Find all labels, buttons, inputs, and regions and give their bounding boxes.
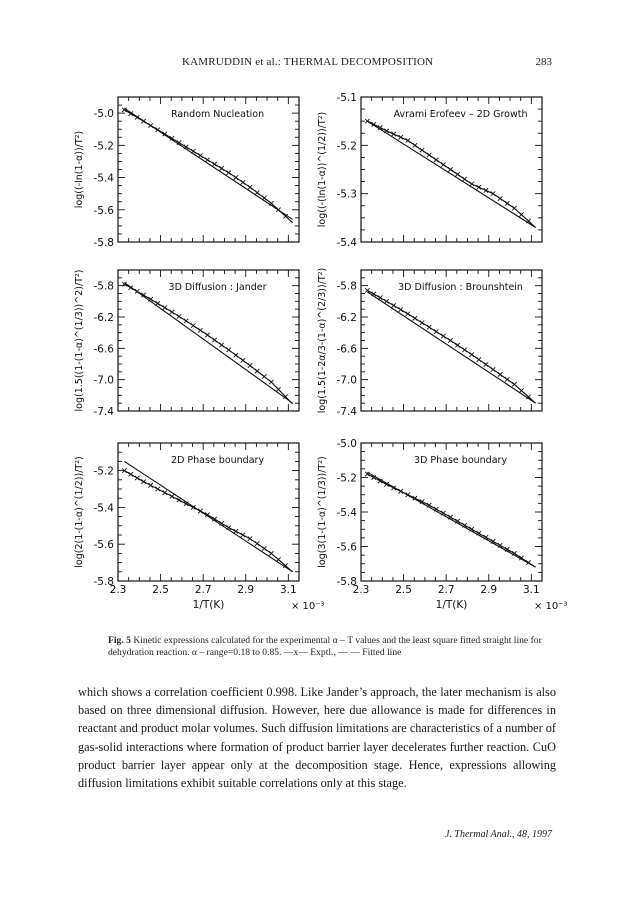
- expt-point-marker: [441, 162, 445, 166]
- x-axis-label: 1/T(K): [192, 599, 225, 611]
- expt-point-marker: [255, 190, 259, 194]
- expt-point-marker: [241, 180, 245, 184]
- y-tick-label: -5.2: [336, 140, 357, 153]
- journal-footer: J. Thermal Anal., 48, 1997: [444, 829, 552, 840]
- running-title: KAMRUDDIN et al.: THERMAL DECOMPOSITION: [182, 56, 434, 68]
- x-tick-label: 2.5: [152, 584, 169, 596]
- y-tick-label: -5.8: [336, 576, 357, 588]
- expt-point-marker: [505, 201, 509, 205]
- expt-point-marker: [135, 289, 139, 293]
- y-tick-label: -7.0: [336, 374, 357, 387]
- y-tick-label: -5.2: [336, 472, 357, 485]
- expt-point-marker: [462, 177, 466, 181]
- expt-point-marker: [391, 132, 395, 136]
- expt-point-marker: [227, 348, 231, 352]
- expt-point-marker: [198, 153, 202, 157]
- expt-point-marker: [248, 363, 252, 367]
- expt-point-marker: [406, 312, 410, 316]
- expt-point-marker: [205, 158, 209, 162]
- y-tick-label: -5.6: [93, 539, 114, 552]
- expt-point-marker: [470, 182, 474, 186]
- y-tick-label: -5.8: [93, 237, 114, 249]
- expt-point-marker: [135, 476, 139, 480]
- y-tick-label: -5.4: [336, 507, 357, 519]
- x-tick-label: 2.5: [395, 584, 412, 596]
- expt-point-marker: [365, 288, 369, 292]
- expt-point-marker: [129, 472, 133, 476]
- y-tick-label: -6.6: [93, 343, 114, 356]
- expt-point-marker: [391, 303, 395, 307]
- expt-point-marker: [212, 162, 216, 166]
- chart-title: Avrami Erofeev – 2D Growth: [393, 109, 528, 120]
- x-tick-label: 2.3: [352, 584, 370, 596]
- x-tick-label: 2.9: [480, 584, 498, 596]
- expt-line: [124, 284, 292, 404]
- x-axis-label: 1/T(K): [435, 599, 468, 611]
- expt-point-marker: [141, 479, 145, 483]
- y-tick-label: -5.4: [336, 237, 357, 249]
- expt-point-marker: [378, 295, 382, 299]
- y-tick-label: -6.2: [93, 312, 114, 324]
- y-tick-label: -5.6: [336, 541, 357, 554]
- y-tick-label: -5.2: [93, 140, 114, 153]
- y-axis-label: log(3(1-(1-α)^(1/3))/T²): [317, 456, 328, 568]
- expt-point-marker: [420, 321, 424, 325]
- chart-panel-2: [317, 92, 542, 249]
- x-tick-label: 2.3: [109, 584, 127, 596]
- expt-point-marker: [455, 343, 459, 347]
- y-axis-label: log(1.5((1-(1-α)^(1/3))^2)/T²): [74, 269, 85, 412]
- x-tick-label: 2.7: [194, 584, 212, 596]
- y-tick-label: -6.6: [336, 343, 357, 356]
- expt-point-marker: [191, 323, 195, 327]
- chart-title: Random Nucleation: [170, 109, 265, 120]
- expt-point-marker: [184, 319, 188, 323]
- expt-point-marker: [399, 307, 403, 311]
- expt-point-marker: [448, 338, 452, 342]
- expt-point-marker: [234, 175, 238, 179]
- fitted-line: [124, 461, 292, 571]
- expt-point-marker: [170, 310, 174, 314]
- expt-point-marker: [177, 314, 181, 318]
- expt-point-marker: [384, 299, 388, 303]
- expt-point-marker: [276, 557, 280, 561]
- y-tick-label: -5.8: [336, 280, 357, 293]
- expt-point-marker: [455, 172, 459, 176]
- expt-point-marker: [198, 328, 202, 332]
- expt-point-marker: [399, 135, 403, 139]
- expt-point-marker: [191, 149, 195, 153]
- y-tick-label: -5.2: [93, 465, 114, 478]
- expt-point-marker: [241, 533, 245, 537]
- expt-point-marker: [512, 382, 516, 386]
- expt-point-marker: [427, 325, 431, 329]
- y-tick-label: -5.6: [93, 204, 114, 217]
- expt-point-marker: [241, 358, 245, 362]
- chart-title: 3D Diffusion : Jander: [168, 282, 267, 293]
- expt-point-marker: [170, 494, 174, 498]
- expt-point-marker: [462, 348, 466, 352]
- expt-point-marker: [413, 316, 417, 320]
- y-axis-label: log(1.5(1-2α/3-(1-α)^(2/3))/T²): [317, 267, 328, 414]
- expt-point-marker: [248, 185, 252, 189]
- expt-point-marker: [269, 551, 273, 555]
- x-tick-label: 2.7: [437, 584, 455, 596]
- expt-point-marker: [276, 387, 280, 391]
- expt-point-marker: [484, 188, 488, 192]
- x-tick-label: 3.1: [280, 584, 297, 596]
- y-tick-label: -5.0: [336, 438, 357, 450]
- expt-point-marker: [406, 138, 410, 142]
- expt-point-marker: [477, 357, 481, 361]
- expt-point-marker: [399, 489, 403, 493]
- expt-point-marker: [498, 196, 502, 200]
- y-tick-label: -5.0: [93, 108, 114, 121]
- expt-point-marker: [491, 367, 495, 371]
- y-axis-label: log((-(ln(1-α))^(1/2))/T²): [317, 111, 328, 228]
- y-tick-label: -5.1: [336, 92, 357, 104]
- figure-caption-text: Kinetic expressions calculated for the experimental α – T values and the least square fitted straight line for dehydration reaction. α – range=0.18 to 0.85. —x— Exptl., — — Fitted line: [108, 635, 542, 658]
- expt-point-marker: [434, 158, 438, 162]
- expt-point-marker: [234, 353, 238, 357]
- y-tick-label: -5.4: [93, 502, 114, 515]
- x-axis-multiplier: × 10⁻³: [534, 601, 568, 612]
- expt-point-marker: [384, 129, 388, 133]
- chart-panel-3: [74, 270, 299, 418]
- expt-point-marker: [156, 487, 160, 491]
- y-tick-label: -7.0: [93, 374, 114, 387]
- expt-point-marker: [148, 483, 152, 487]
- expt-point-marker: [141, 119, 145, 123]
- expt-point-marker: [519, 388, 523, 392]
- expt-point-marker: [519, 212, 523, 216]
- y-tick-label: -7.4: [93, 406, 114, 418]
- expt-point-marker: [262, 196, 266, 200]
- figure-caption: [108, 635, 544, 659]
- body-paragraph: which shows a correlation coefficient 0.998. Like Jander’s approach, the later mechanism is also based on three dimensional diffusion. However, here due allowance is made for differences in reactant and product molar volumes. Such diffusion limitations are characteristics of a number of gas-solid interactions where formation of product barrier layer decelerates further reaction. CuO product barrier layer appear only at the decomposition stage. Hence, expressions allowing diffusion limitations exhibit suitable correlations only at this stage.: [78, 685, 556, 791]
- expt-point-marker: [177, 498, 181, 502]
- expt-point-marker: [434, 329, 438, 333]
- page-number: 283: [535, 56, 552, 68]
- expt-point-marker: [441, 334, 445, 338]
- y-tick-label: -5.4: [93, 172, 114, 185]
- expt-point-marker: [227, 171, 231, 175]
- expt-point-marker: [205, 333, 209, 337]
- chart-panel-4: [317, 268, 542, 418]
- expt-point-marker: [484, 362, 488, 366]
- fitted-line: [367, 292, 535, 403]
- x-axis-multiplier: × 10⁻³: [291, 601, 325, 612]
- expt-point-marker: [505, 377, 509, 381]
- expt-point-marker: [512, 206, 516, 210]
- x-tick-label: 3.1: [523, 584, 540, 596]
- expt-point-marker: [269, 380, 273, 384]
- expt-point-marker: [498, 372, 502, 376]
- y-tick-label: -7.4: [336, 406, 357, 418]
- y-tick-label: -5.8: [93, 280, 114, 293]
- expt-point-marker: [212, 338, 216, 342]
- fitted-line: [367, 121, 535, 227]
- x-tick-label: 2.9: [237, 584, 255, 596]
- expt-point-marker: [365, 119, 369, 123]
- expt-point-marker: [198, 509, 202, 513]
- expt-point-marker: [255, 369, 259, 373]
- expt-point-marker: [491, 191, 495, 195]
- y-tick-label: -6.2: [336, 312, 357, 324]
- expt-point-marker: [427, 153, 431, 157]
- expt-point-marker: [248, 536, 252, 540]
- expt-point-marker: [420, 148, 424, 152]
- expt-point-marker: [255, 541, 259, 545]
- expt-point-marker: [448, 167, 452, 171]
- expt-point-marker: [276, 208, 280, 212]
- chart-title: 2D Phase boundary: [171, 455, 265, 466]
- chart-panel-5: [74, 443, 325, 612]
- expt-point-marker: [234, 529, 238, 533]
- chart-title: 3D Diffusion : Brounshtein: [398, 282, 523, 293]
- chart-panel-6: [317, 438, 568, 612]
- expt-point-marker: [227, 525, 231, 529]
- y-axis-label: log(2(1-(1-α)^(1/2))/T²): [74, 456, 85, 568]
- expt-point-marker: [156, 301, 160, 305]
- expt-point-marker: [262, 374, 266, 378]
- chart-panel-1: [74, 97, 299, 249]
- y-axis-label: log((-ln(1-α))/T²): [74, 130, 85, 209]
- expt-point-marker: [148, 123, 152, 127]
- y-tick-label: -5.8: [93, 576, 114, 588]
- expt-point-marker: [163, 305, 167, 309]
- chart-title: 3D Phase boundary: [414, 455, 508, 466]
- expt-point-marker: [219, 166, 223, 170]
- expt-point-marker: [477, 185, 481, 189]
- expt-point-marker: [219, 343, 223, 347]
- expt-point-marker: [262, 546, 266, 550]
- expt-point-marker: [163, 490, 167, 494]
- expt-point-marker: [470, 352, 474, 356]
- y-tick-label: -5.3: [336, 188, 357, 201]
- figure-label: Fig. 5: [108, 635, 131, 646]
- expt-point-marker: [413, 143, 417, 147]
